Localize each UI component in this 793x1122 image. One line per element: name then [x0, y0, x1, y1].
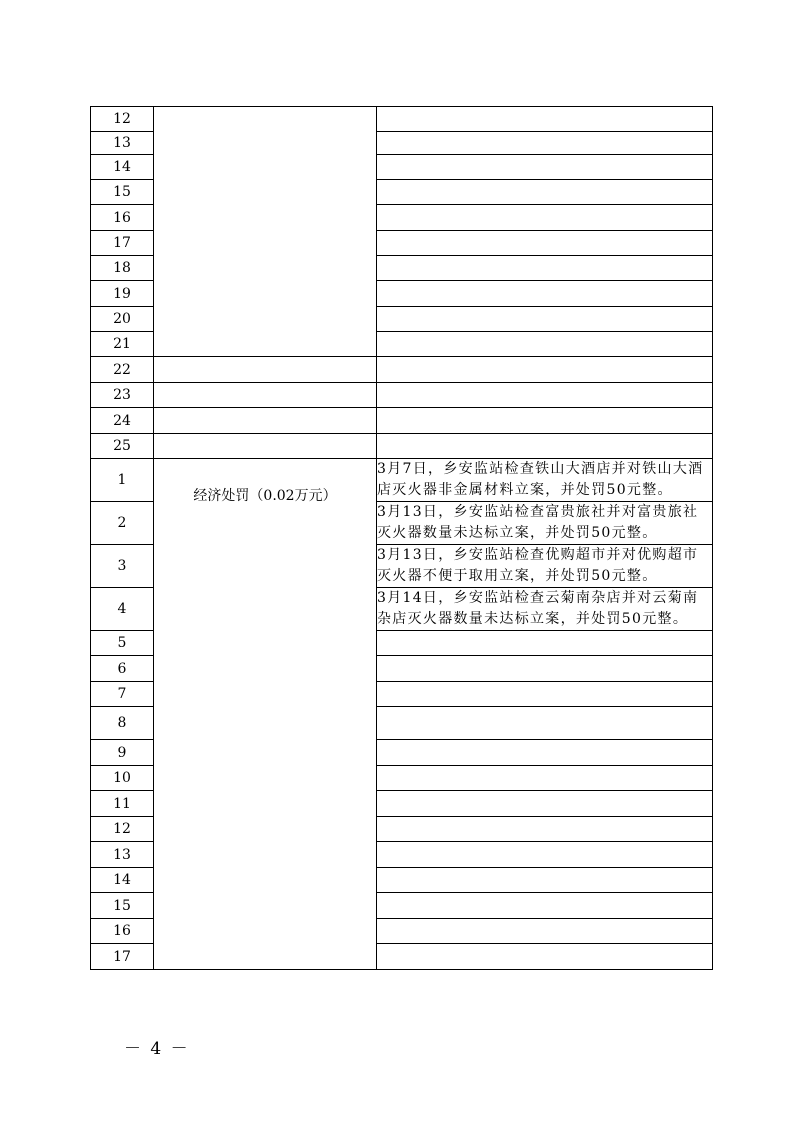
table-row — [91, 383, 713, 408]
category-cell — [154, 408, 377, 434]
row-number: 17 — [91, 944, 154, 970]
row-number: 8 — [91, 707, 154, 740]
row-number: 10 — [91, 766, 154, 791]
row-content — [377, 791, 713, 817]
row-number: 5 — [91, 631, 154, 656]
row-content — [377, 707, 713, 740]
row-number: 18 — [91, 256, 154, 281]
row-content — [377, 817, 713, 842]
row-number: 15 — [91, 893, 154, 919]
table-row — [91, 434, 713, 459]
row-number: 12 — [91, 107, 154, 132]
row-content — [377, 205, 713, 231]
table-row — [91, 357, 713, 383]
row-content — [377, 740, 713, 766]
row-number: 14 — [91, 868, 154, 893]
category-cell — [154, 107, 377, 357]
row-number: 22 — [91, 357, 154, 383]
row-number: 4 — [91, 588, 154, 631]
row-content: 3月13日，乡安监站检查优购超市并对优购超市灭火器不便于取用立案，并处罚50元整。 — [377, 545, 713, 588]
row-content — [377, 307, 713, 332]
row-number: 20 — [91, 307, 154, 332]
row-content — [377, 180, 713, 205]
row-content — [377, 383, 713, 408]
row-content — [377, 842, 713, 868]
row-content — [377, 408, 713, 434]
row-content — [377, 434, 713, 459]
row-content: 3月7日，乡安监站检查铁山大酒店并对铁山大酒店灭火器非金属材料立案，并处罚50元整。 — [377, 459, 713, 502]
row-number: 24 — [91, 408, 154, 434]
row-content — [377, 682, 713, 707]
row-number: 23 — [91, 383, 154, 408]
row-number: 16 — [91, 919, 154, 944]
category-cell — [154, 434, 377, 459]
table-section-b — [91, 459, 713, 970]
row-number: 11 — [91, 791, 154, 817]
row-number: 15 — [91, 180, 154, 205]
row-number: 6 — [91, 656, 154, 682]
page-number: － 4 － — [124, 1039, 190, 1059]
row-content: 3月14日，乡安监站检查云菊南杂店并对云菊南杂店灭火器数量未达标立案，并处罚50元整。 — [377, 588, 713, 631]
table-section-a — [91, 107, 713, 459]
row-content: 3月13日，乡安监站检查富贵旅社并对富贵旅社灭火器数量未达标立案，并处罚50元整。 — [377, 502, 713, 545]
row-number: 13 — [91, 132, 154, 155]
row-content — [377, 656, 713, 682]
row-content — [377, 944, 713, 970]
row-content — [377, 281, 713, 307]
category-cell: 经济处罚（0.02万元） — [154, 459, 377, 970]
row-number: 9 — [91, 740, 154, 766]
row-content — [377, 919, 713, 944]
row-content — [377, 132, 713, 155]
table-row — [91, 408, 713, 434]
row-content — [377, 631, 713, 656]
row-number: 3 — [91, 545, 154, 588]
row-content — [377, 155, 713, 180]
row-number: 12 — [91, 817, 154, 842]
category-cell — [154, 383, 377, 408]
row-number: 2 — [91, 502, 154, 545]
row-number: 19 — [91, 281, 154, 307]
row-number: 21 — [91, 332, 154, 357]
row-content — [377, 766, 713, 791]
row-content — [377, 231, 713, 256]
row-number: 16 — [91, 205, 154, 231]
row-content — [377, 332, 713, 357]
row-number: 7 — [91, 682, 154, 707]
row-content — [377, 893, 713, 919]
row-number: 13 — [91, 842, 154, 868]
row-number: 25 — [91, 434, 154, 459]
row-number: 1 — [91, 459, 154, 502]
table-row — [91, 107, 713, 132]
category-cell — [154, 357, 377, 383]
table-row — [91, 459, 713, 502]
row-content — [377, 256, 713, 281]
row-content — [377, 107, 713, 132]
row-content — [377, 868, 713, 893]
row-number: 17 — [91, 231, 154, 256]
row-content — [377, 357, 713, 383]
record-table — [90, 106, 713, 970]
row-number: 14 — [91, 155, 154, 180]
